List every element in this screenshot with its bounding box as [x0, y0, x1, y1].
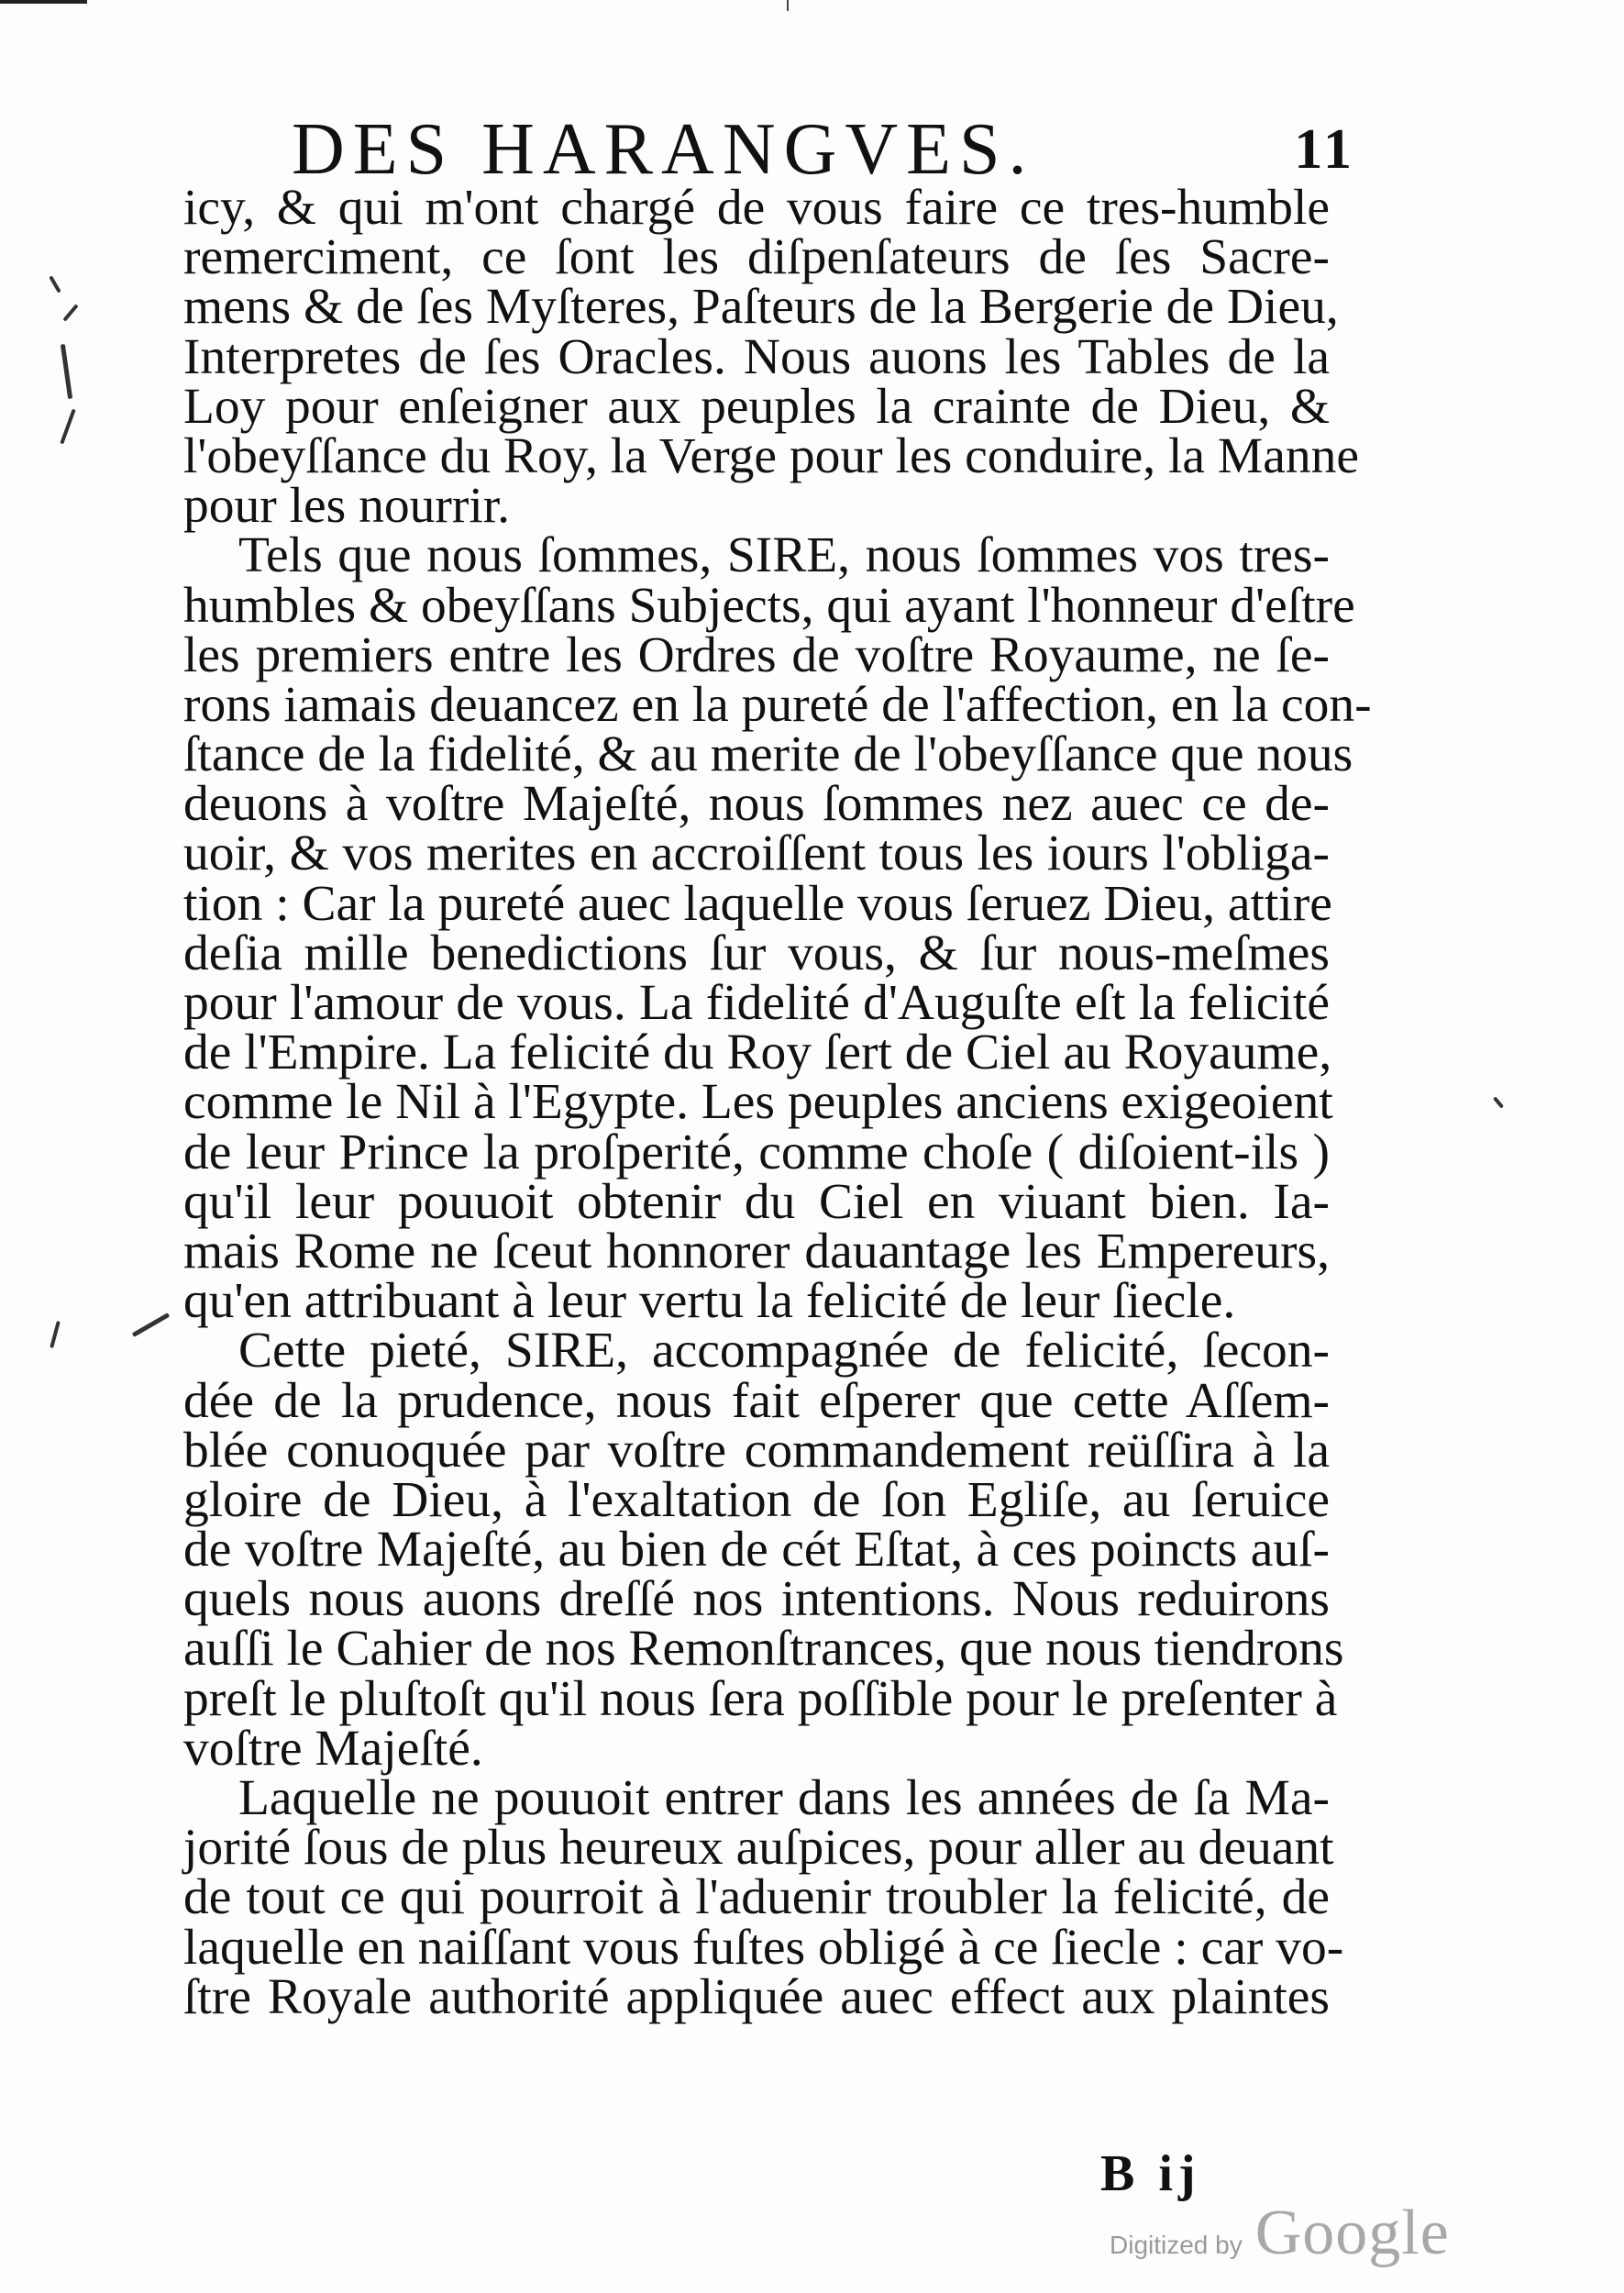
- text-line: deuons à voſtre Majeſté, nous ſommes nez auec ce de-: [183, 776, 1330, 833]
- text-line: de leur Prince la proſperité, comme choſe ( diſoient-ils ): [183, 1124, 1330, 1180]
- margin-mark: [50, 1321, 61, 1348]
- text-line: Laquelle ne pouuoit entrer dans les années de ſa Ma-: [238, 1770, 1330, 1826]
- text-line: Loy pour enſeigner aux peuples la crainte de Dieu, &: [183, 378, 1330, 435]
- text-line: mais Rome ne ſceut honnorer dauantage les Empereurs,: [183, 1223, 1330, 1279]
- text-line: deſia mille benedictions ſur vous, & ſur nous-meſmes: [183, 925, 1330, 981]
- text-line: blée conuoquée par voſtre commandement reüſſira à la: [183, 1422, 1330, 1479]
- margin-mark: [61, 344, 72, 399]
- text-line: l'obeyſſance du Roy, la Verge pour les conduire, la Manne: [183, 427, 1360, 484]
- margin-mark: [1493, 1096, 1504, 1108]
- margin-mark: [49, 275, 61, 293]
- margin-mark: [62, 304, 78, 321]
- text-line: quels nous auons dreſſé nos intentions. Nous reduirons: [183, 1571, 1330, 1628]
- text-line: icy, & qui m'ont chargé de vous faire ce tres-humble: [183, 180, 1330, 236]
- top-edge-rule: [0, 0, 87, 4]
- text-line: Cette pieté, SIRE, accompagnée de felicité, ſecon-: [238, 1323, 1330, 1379]
- digitized-watermark: [1110, 2197, 1450, 2270]
- text-line: de l'Empire. La felicité du Roy ſert de Ciel au Royaume,: [183, 1025, 1332, 1081]
- google-logo: Google: [1254, 2198, 1450, 2268]
- signature-mark: B ij: [1100, 2145, 1201, 2202]
- text-line: humbles & obeyſſans Subjects, qui ayant l'honneur d'eſtre: [183, 577, 1355, 634]
- text-line: comme le Nil à l'Egypte. Les peuples anciens exigeoient: [183, 1074, 1333, 1131]
- text-line: pour les nourrir.: [183, 478, 511, 535]
- text-line: jorité ſous de plus heureux auſpices, pour aller au deuant: [183, 1820, 1334, 1877]
- text-line: ſtance de la fidelité, & au merite de l'obeyſſance que nous: [183, 726, 1353, 783]
- text-line: dée de la prudence, nous fait eſperer que cette Aſſem-: [183, 1372, 1330, 1429]
- text-line: gloire de Dieu, à l'exaltation de ſon Egliſe, au ſeruice: [183, 1471, 1330, 1528]
- text-line: laquelle en naiſſant vous fuſtes obligé à ce ſiecle : car vo-: [183, 1919, 1344, 1976]
- text-line: de voſtre Majeſté, au bien de cét Eſtat, à ces poincts auſ-: [183, 1522, 1330, 1579]
- top-edge-mark: [787, 0, 794, 11]
- text-line: rons iamais deuancez en la pureté de l'affection, en la con-: [183, 676, 1372, 733]
- text-line: Interpretes de ſes Oracles. Nous auons les Tables de la: [183, 328, 1330, 385]
- text-line: auſſi le Cahier de nos Remonſtrances, que nous tiendrons: [183, 1621, 1344, 1678]
- text-line: voſtre Majeſté.: [183, 1720, 483, 1777]
- text-line: pour l'amour de vous. La fidelité d'Auguſte eſt la felicité: [183, 975, 1330, 1031]
- margin-mark: [60, 409, 75, 445]
- text-line: uoir, & vos merites en accroiſſent tous les iours l'obliga-: [183, 825, 1330, 882]
- running-head: [292, 108, 1355, 191]
- text-line: les premiers entre les Ordres de voſtre Royaume, ne ſe-: [183, 626, 1330, 683]
- text-line: ſtre Royale authorité appliquée auec effect aux plaintes: [183, 1968, 1330, 2025]
- text-line: Tels que nous ſommes, SIRE, nous ſommes vos tres-: [238, 527, 1330, 584]
- text-line: mens & de ſes Myſteres, Paſteurs de la Bergerie de Dieu,: [183, 279, 1339, 336]
- text-line: qu'il leur pouuoit obtenir du Ciel en viuant bien. Ia-: [183, 1173, 1330, 1230]
- text-line: tion : Car la pureté auec laquelle vous ſeruez Dieu, attire: [183, 875, 1332, 932]
- margin-mark: [132, 1313, 170, 1337]
- page-number: 11: [1294, 118, 1355, 181]
- text-line: de tout ce qui pourroit à l'aduenir troubler la felicité, de: [183, 1869, 1330, 1926]
- body-text: [183, 180, 1372, 2025]
- text-line: qu'en attribuant à leur vertu la felicité de leur ſiecle.: [183, 1273, 1236, 1330]
- text-line: remerciment, ce ſont les diſpenſateurs de ſes Sacre-: [183, 229, 1330, 286]
- running-title: DES HARANGVES.: [292, 109, 1035, 190]
- text-line: preſt le pluſtoſt qu'il nous ſera poſſible pour le preſenter à: [183, 1670, 1338, 1727]
- digitized-label: Digitized by: [1110, 2231, 1243, 2259]
